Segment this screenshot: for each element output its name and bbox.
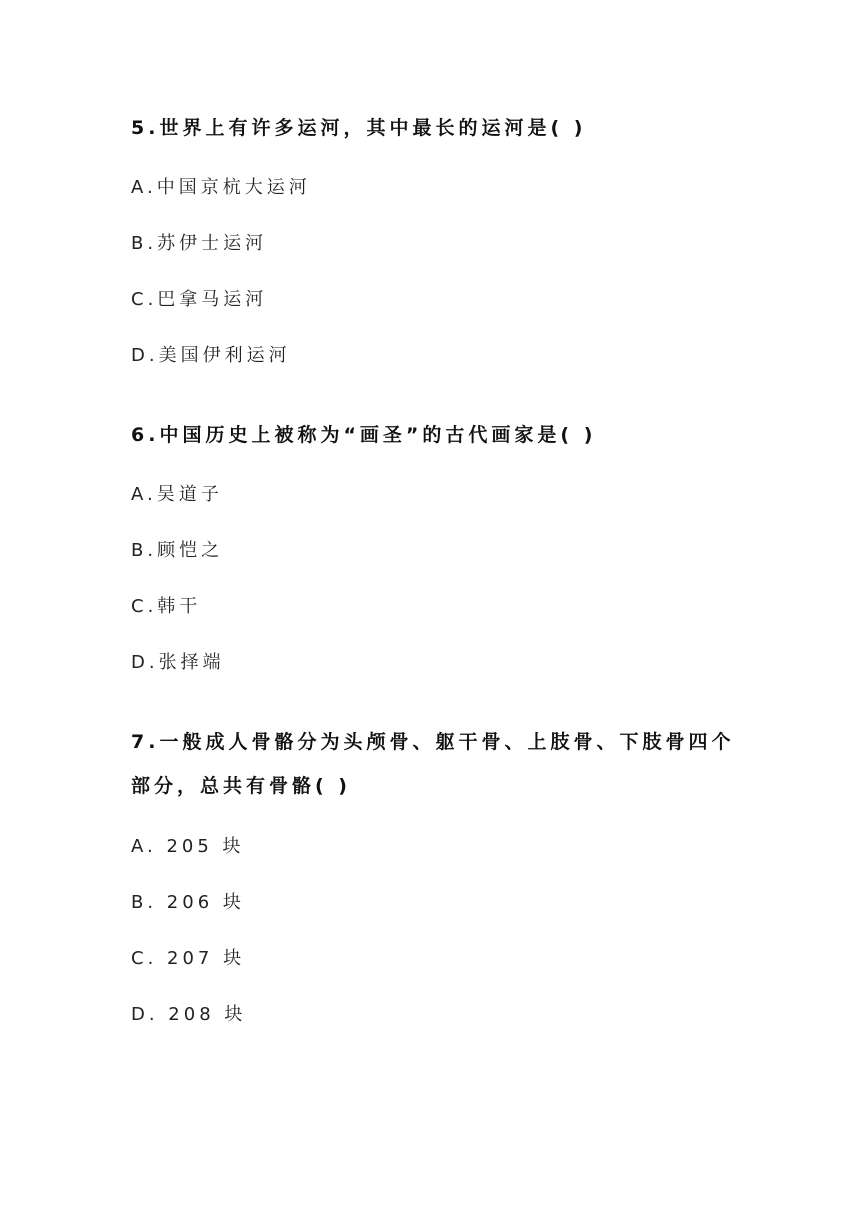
question-7-option-b: B. 206 块: [131, 892, 245, 913]
question-7-option-a: A. 205 块: [131, 836, 245, 857]
question-6-option-a: A.吴道子: [131, 484, 223, 505]
question-7-option-c: C. 207 块: [131, 948, 246, 969]
question-5-title: 5.世界上有许多运河，其中最长的运河是( ): [131, 117, 587, 139]
question-6-title: 6.中国历史上被称为“画圣”的古代画家是( ): [131, 424, 597, 446]
question-5-option-a: A.中国京杭大运河: [131, 177, 311, 198]
question-6-option-b: B.顾恺之: [131, 540, 224, 561]
question-5-option-c: C.巴拿马运河: [131, 289, 268, 310]
question-6-option-d: D.张择端: [131, 652, 225, 673]
question-5-option-b: B.苏伊士运河: [131, 233, 268, 254]
question-7-title: 7.一般成人骨骼分为头颅骨、躯干骨、上肢骨、下肢骨四个部分，总共有骨骼( ): [131, 731, 735, 797]
question-6-option-c: C.韩干: [131, 596, 202, 617]
question-5-option-d: D.美国伊利运河: [131, 345, 291, 366]
question-7-option-d: D. 208 块: [131, 1004, 247, 1025]
